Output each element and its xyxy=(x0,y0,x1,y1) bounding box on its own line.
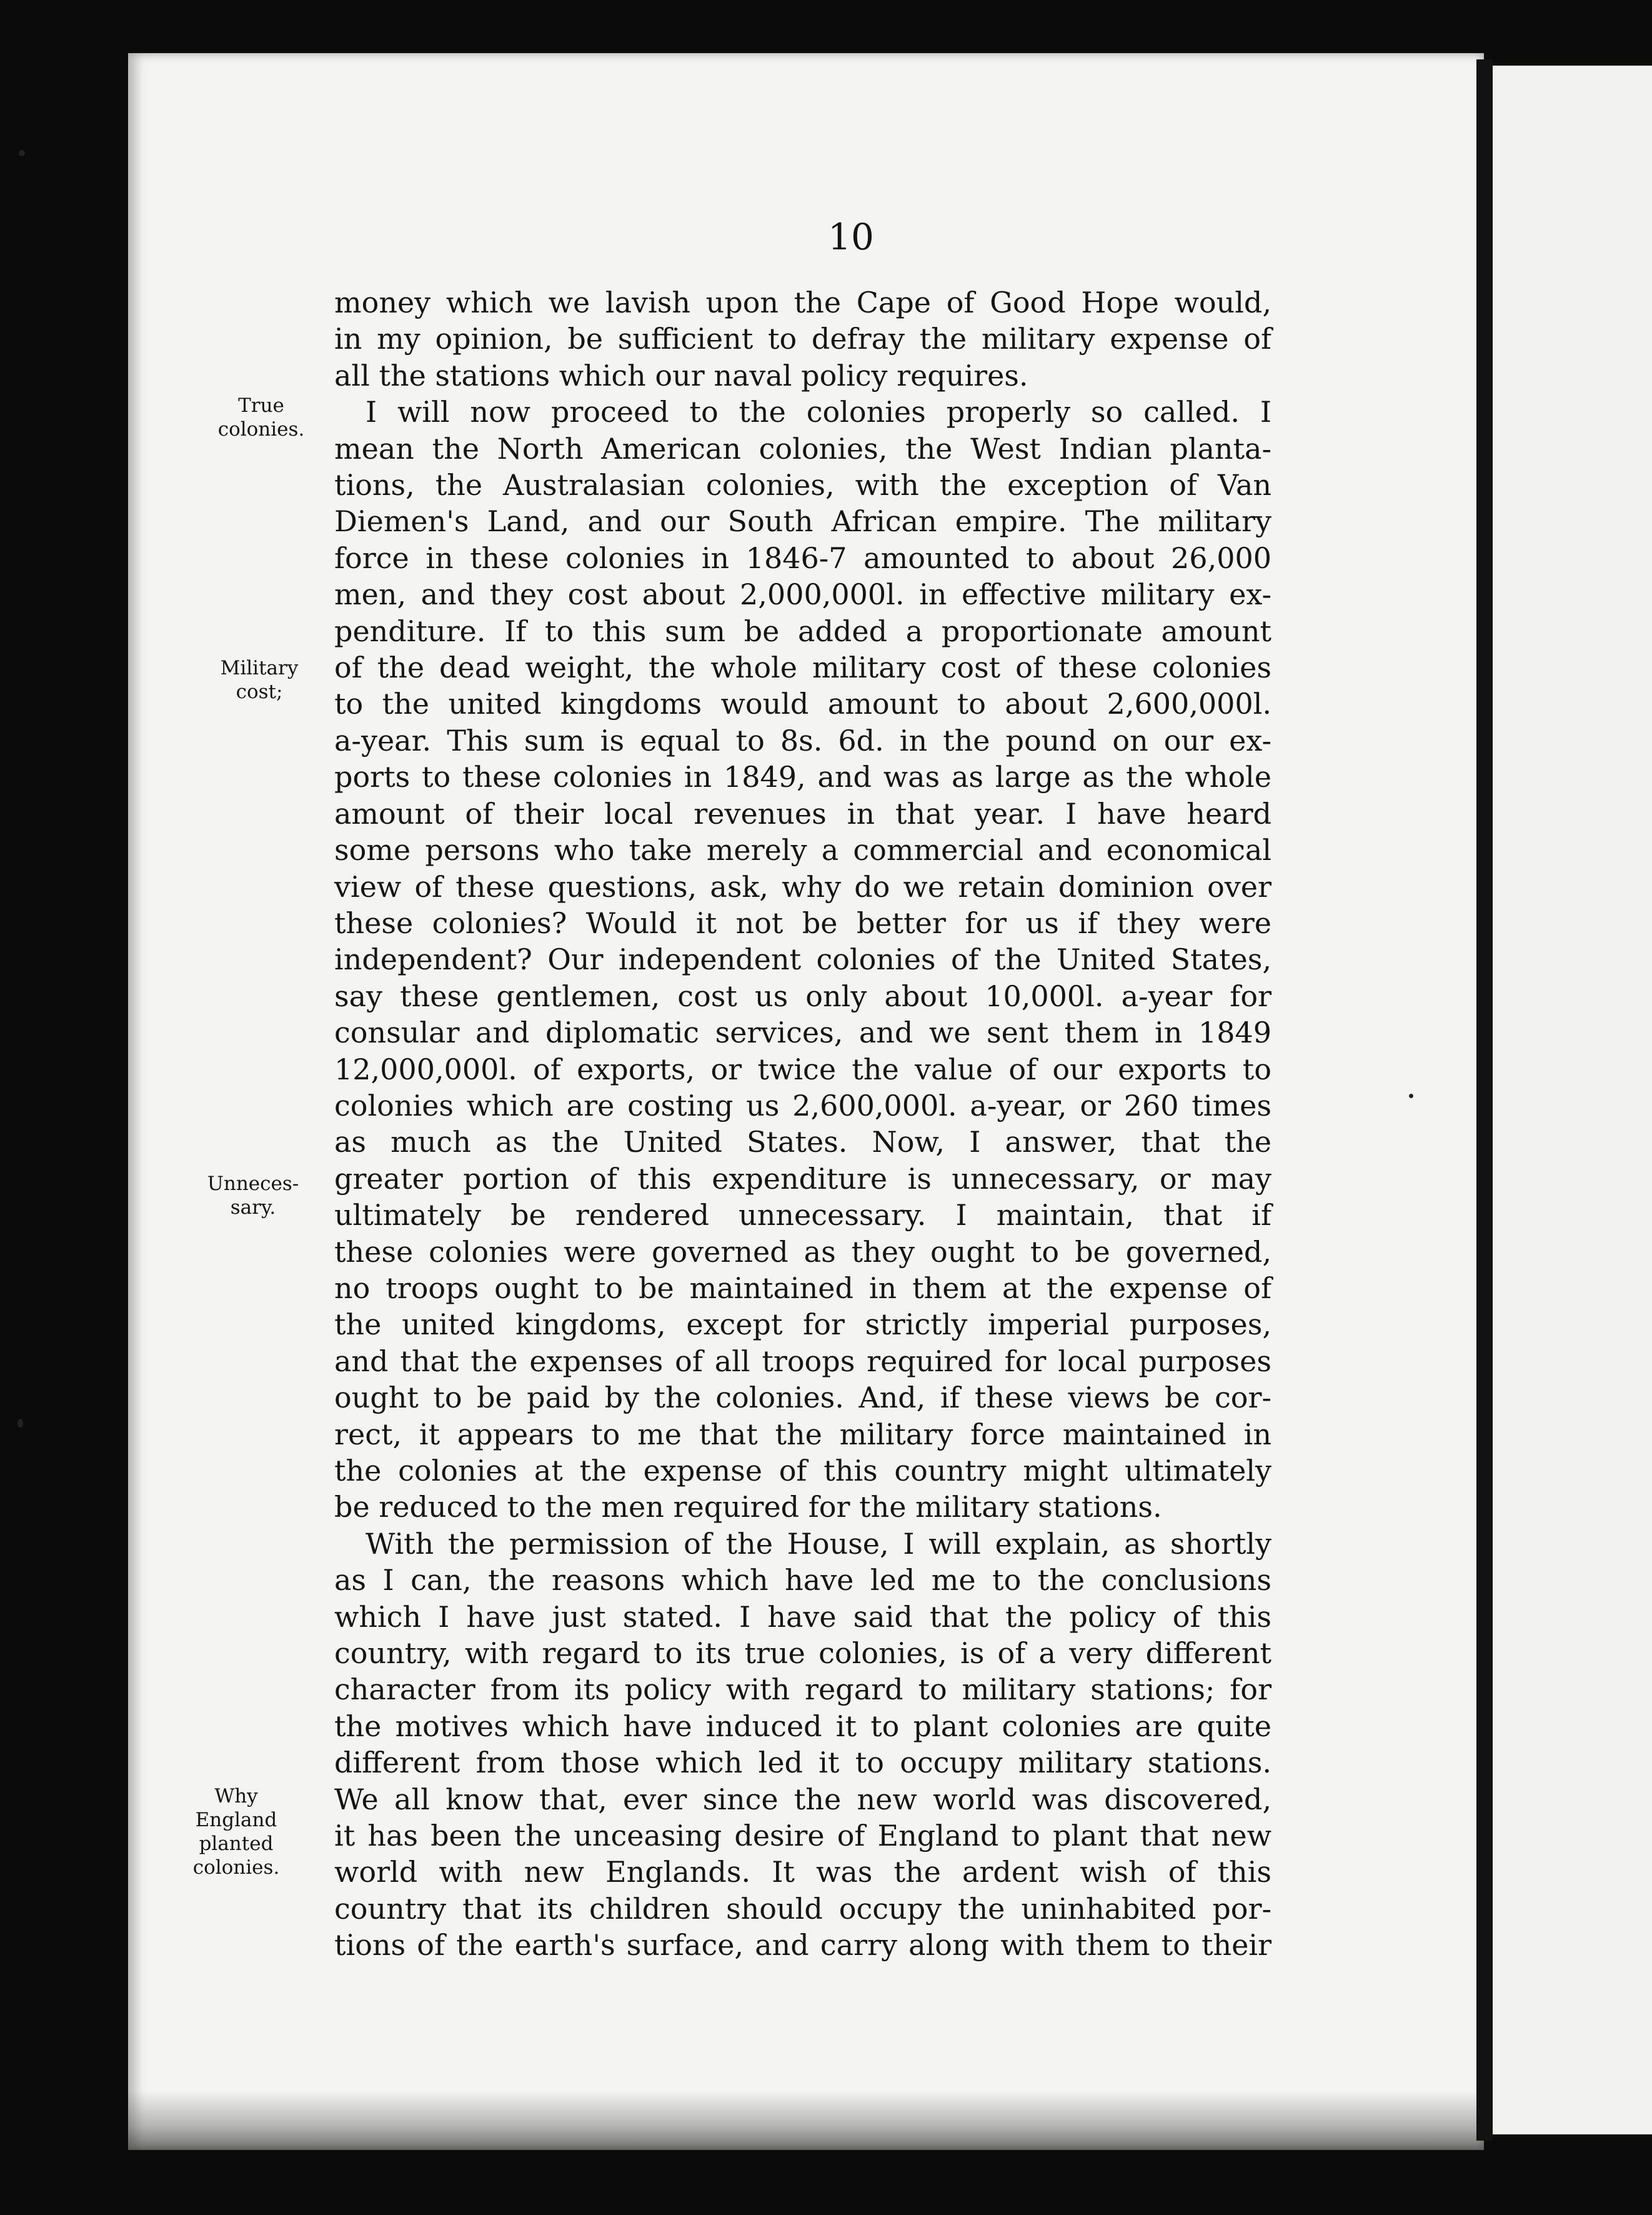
page-number: 10 xyxy=(828,216,874,258)
margin-note-line: sary. xyxy=(230,1196,276,1219)
text-line: ought to be paid by the colonies. And, if these views be cor- xyxy=(334,1381,1271,1415)
text-line: colonies which are costing us 2,600,000l. a-year, or 260 times xyxy=(334,1088,1271,1122)
text-line: the colonies at the expense of this country might ultimately xyxy=(334,1454,1271,1488)
text-line: character from its policy with regard to military stations; for xyxy=(334,1672,1271,1707)
text-line: tions of the earth's surface, and carry along with them to their xyxy=(334,1928,1271,1962)
margin-note-line: planted xyxy=(199,1832,274,1855)
text-line: the motives which have induced it to plant colonies are quite xyxy=(334,1709,1271,1743)
text-line: different from those which led it to occupy military stations. xyxy=(334,1746,1271,1780)
text-line: world with new Englands. It was the ardent wish of this xyxy=(334,1855,1271,1889)
margin-note-line: Why xyxy=(214,1785,258,1808)
text-line: I will now proceed to the colonies properly so called. I xyxy=(366,395,1271,429)
body-text xyxy=(334,284,1271,1964)
text-line: some persons who take merely a commercial and economical xyxy=(334,833,1271,868)
scan-speck xyxy=(1409,1094,1413,1098)
right-page-edge xyxy=(1493,66,1652,2134)
text-line: which I have just stated. I have said that the policy of this xyxy=(334,1599,1271,1634)
text-line: all the stations which our naval policy requires. xyxy=(334,358,1028,392)
text-line: to the united kingdoms would amount to about 2,600,000l. xyxy=(334,687,1271,721)
text-line: the united kingdoms, except for strictly imperial purposes, xyxy=(334,1308,1271,1342)
text-line: be reduced to the men required for the military stations. xyxy=(334,1490,1162,1524)
text-line: these colonies were governed as they ought to be governed, xyxy=(334,1234,1271,1269)
scan-speck xyxy=(17,1419,23,1428)
text-line: greater portion of this expenditure is unnecessary, or may xyxy=(334,1161,1271,1196)
text-line: We all know that, ever since the new world was discovered, xyxy=(334,1782,1271,1816)
margin-note-line: Unneces- xyxy=(207,1172,299,1195)
book-gutter xyxy=(1476,59,1493,2141)
text-line: mean the North American colonies, the West Indian planta- xyxy=(334,431,1271,466)
margin-note-line: colonies. xyxy=(192,1856,280,1879)
text-line: view of these questions, ask, why do we retain dominion over xyxy=(334,869,1271,904)
margin-note-why-england-planted-colonies xyxy=(174,1784,299,1879)
text-line: tions, the Australasian colonies, with the exception of Van xyxy=(334,468,1271,502)
margin-note-line: colonies. xyxy=(217,418,305,441)
text-line: 12,000,000l. of exports, or twice the value of our exports to xyxy=(334,1052,1271,1086)
text-line: ports to these colonies in 1849, and was as large as the whole xyxy=(334,760,1271,794)
text-line: as I can, the reasons which have led me to the conclusions xyxy=(334,1563,1271,1598)
text-line: no troops ought to be maintained in them at the expense of xyxy=(334,1271,1271,1305)
text-line: With the permission of the House, I will explain, as shortly xyxy=(366,1526,1271,1561)
text-line: independent? Our independent colonies of the United States, xyxy=(334,942,1271,977)
margin-note-line: England xyxy=(195,1809,277,1831)
text-line: money which we lavish upon the Cape of Good Hope would, xyxy=(334,286,1271,319)
text-line: a-year. This sum is equal to 8s. 6d. in the pound on our ex- xyxy=(334,723,1271,758)
margin-note-military-cost xyxy=(197,656,322,704)
text-line: these colonies? Would it not be better for us if they were xyxy=(334,906,1271,940)
margin-note-true-colonies xyxy=(199,394,324,441)
text-line: rect, it appears to me that the military force maintained in xyxy=(334,1417,1271,1451)
margin-note-unnecessary xyxy=(191,1172,316,1219)
margin-note-line: Military xyxy=(220,657,299,679)
text-line: ultimately be rendered unnecessary. I maintain, that if xyxy=(334,1198,1271,1232)
text-line: consular and diplomatic services, and we sent them in 1849 xyxy=(334,1016,1271,1050)
text-line: it has been the unceasing desire of England to plant that new xyxy=(334,1819,1271,1853)
text-line: country, with regard to its true colonies, is of a very different xyxy=(334,1636,1271,1671)
text-line: Diemen's Land, and our South African empire. The military xyxy=(334,504,1271,539)
margin-note-line: cost; xyxy=(236,681,283,703)
text-line: force in these colonies in 1846-7 amounted to about 26,000 xyxy=(334,541,1271,575)
text-line: country that its children should occupy the uninhabited por- xyxy=(334,1891,1271,1926)
text-line: as much as the United States. Now, I answer, that the xyxy=(334,1125,1271,1159)
text-line: men, and they cost about 2,000,000l. in effective military ex- xyxy=(334,578,1271,612)
text-line: say these gentlemen, cost us only about 10,000l. a-year for xyxy=(334,979,1271,1013)
margin-note-line: True xyxy=(238,394,284,417)
scan-speck xyxy=(19,150,25,156)
text-line: of the dead weight, the whole military cost of these colonies xyxy=(334,651,1271,685)
text-line: and that the expenses of all troops required for local purposes xyxy=(334,1344,1271,1378)
text-line: amount of their local revenues in that year. I have heard xyxy=(334,796,1271,831)
text-line: in my opinion, be sufficient to defray the military expense of xyxy=(334,322,1271,356)
text-line: penditure. If to this sum be added a proportionate amount xyxy=(334,614,1271,648)
